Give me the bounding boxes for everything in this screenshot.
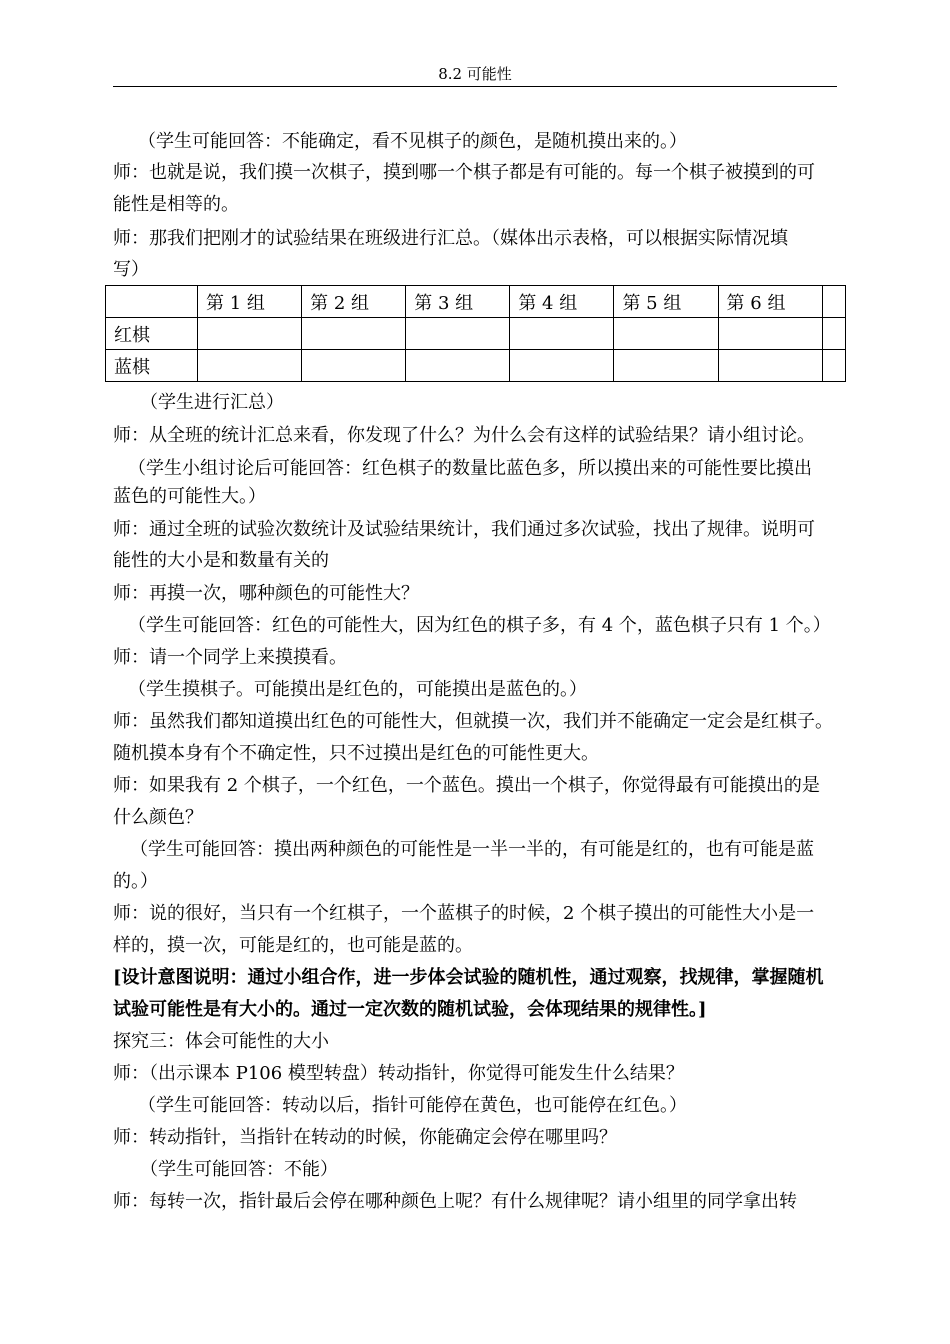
text-line: 师：通过全班的试验次数统计及试验结果统计，我们通过多次试验，找出了规律。说明可 xyxy=(113,519,815,540)
table-cell xyxy=(510,350,614,382)
text-line: 的。） xyxy=(113,871,158,892)
table-cell xyxy=(198,318,302,350)
page-header-title: 8.2 可能性 xyxy=(438,65,512,83)
text-line: 师：虽然我们都知道摸出红色的可能性大，但就摸一次，我们并不能确定一定会是红棋子。 xyxy=(113,711,833,732)
section-heading: 探究三：体会可能性的大小 xyxy=(113,1031,329,1052)
table-cell xyxy=(302,318,406,350)
design-intent-note: [设计意图说明：通过小组合作，进一步体会试验的随机性，通过观察，找规律，掌握随机 xyxy=(113,967,824,988)
design-intent-note: 试验可能性是有大小的。通过一定次数的随机试验，会体现结果的规律性。] xyxy=(113,999,707,1020)
table-header-cell: 第 6 组 xyxy=(718,286,822,318)
table-cell xyxy=(510,318,614,350)
header-divider xyxy=(113,86,837,87)
table-cell xyxy=(822,318,845,350)
text-line: （学生小组讨论后可能回答：红色棋子的数量比蓝色多，所以摸出来的可能性要比摸出 xyxy=(128,458,812,479)
table-cell: 红棋 xyxy=(106,318,198,350)
table-cell xyxy=(822,350,845,382)
text-line: 师：每转一次，指针最后会停在哪种颜色上呢？有什么规律呢？请小组里的同学拿出转 xyxy=(113,1191,797,1212)
text-line: 师：再摸一次，哪种颜色的可能性大？ xyxy=(113,583,419,604)
text-line: （学生摸棋子。可能摸出是红色的，可能摸出是蓝色的。） xyxy=(128,679,587,700)
text-line: （学生可能回答：不能确定，看不见棋子的颜色，是随机摸出来的。） xyxy=(138,131,687,152)
text-line: 能性的大小是和数量有关的 xyxy=(113,550,329,571)
table-cell xyxy=(198,350,302,382)
table-cell xyxy=(406,318,510,350)
text-line: 写） xyxy=(113,259,149,280)
table-cell xyxy=(718,318,822,350)
table-header-cell: 第 3 组 xyxy=(406,286,510,318)
text-line: 师：从全班的统计汇总来看，你发现了什么？为什么会有这样的试验结果？请小组讨论。 xyxy=(113,425,815,446)
table-header-cell: 第 4 组 xyxy=(510,286,614,318)
table-header-row xyxy=(106,286,846,318)
text-line: 师：如果我有 2 个棋子，一个红色，一个蓝色。摸出一个棋子，你觉得最有可能摸出的是 xyxy=(113,775,820,796)
text-line: 样的，摸一次，可能是红的，也可能是蓝的。 xyxy=(113,935,473,956)
text-line: 师：说的很好，当只有一个红棋子，一个蓝棋子的时候，2 个棋子摸出的可能性大小是一 xyxy=(113,903,815,924)
text-line: 师：（出示课本 P106 模型转盘）转动指针，你觉得可能发生什么结果？ xyxy=(113,1063,684,1084)
text-line: （学生可能回答：转动以后，指针可能停在黄色，也可能停在红色。） xyxy=(138,1095,687,1116)
table-row xyxy=(106,350,846,382)
table-cell xyxy=(718,350,822,382)
table-header-cell: 第 5 组 xyxy=(614,286,718,318)
text-line: （学生可能回答：红色的可能性大，因为红色的棋子多，有 4 个，蓝色棋子只有 1 个。） xyxy=(128,615,831,636)
text-line: 师：也就是说，我们摸一次棋子，摸到哪一个棋子都是有可能的。每一个棋子被摸到的可 xyxy=(113,162,815,183)
text-line: （学生可能回答：不能） xyxy=(140,1159,338,1180)
text-line: 蓝色的可能性大。） xyxy=(113,486,266,507)
text-line: 什么颜色？ xyxy=(113,807,203,828)
table-cell xyxy=(302,350,406,382)
table-row xyxy=(106,318,846,350)
text-line: （学生可能回答：摸出两种颜色的可能性是一半一半的，有可能是红的，也有可能是蓝 xyxy=(130,839,814,860)
table-header-cell: 第 1 组 xyxy=(198,286,302,318)
text-line: 随机摸本身有个不确定性，只不过摸出是红色的可能性更大。 xyxy=(113,743,599,764)
table-cell xyxy=(614,318,718,350)
text-line: 师：那我们把刚才的试验结果在班级进行汇总。（媒体出示表格，可以根据实际情况填 xyxy=(113,228,788,249)
table-cell xyxy=(406,350,510,382)
text-line: 师：转动指针，当指针在转动的时候，你能确定会停在哪里吗？ xyxy=(113,1127,617,1148)
text-line: 能性是相等的。 xyxy=(113,194,239,215)
text-line: （学生进行汇总） xyxy=(140,392,284,413)
table-cell: 蓝棋 xyxy=(106,350,198,382)
text-line: 师：请一个同学上来摸摸看。 xyxy=(113,647,347,668)
table-header-cell xyxy=(822,286,845,318)
results-table xyxy=(105,285,846,382)
table-cell xyxy=(614,350,718,382)
table-header-cell: 第 2 组 xyxy=(302,286,406,318)
table-header-cell xyxy=(106,286,198,318)
